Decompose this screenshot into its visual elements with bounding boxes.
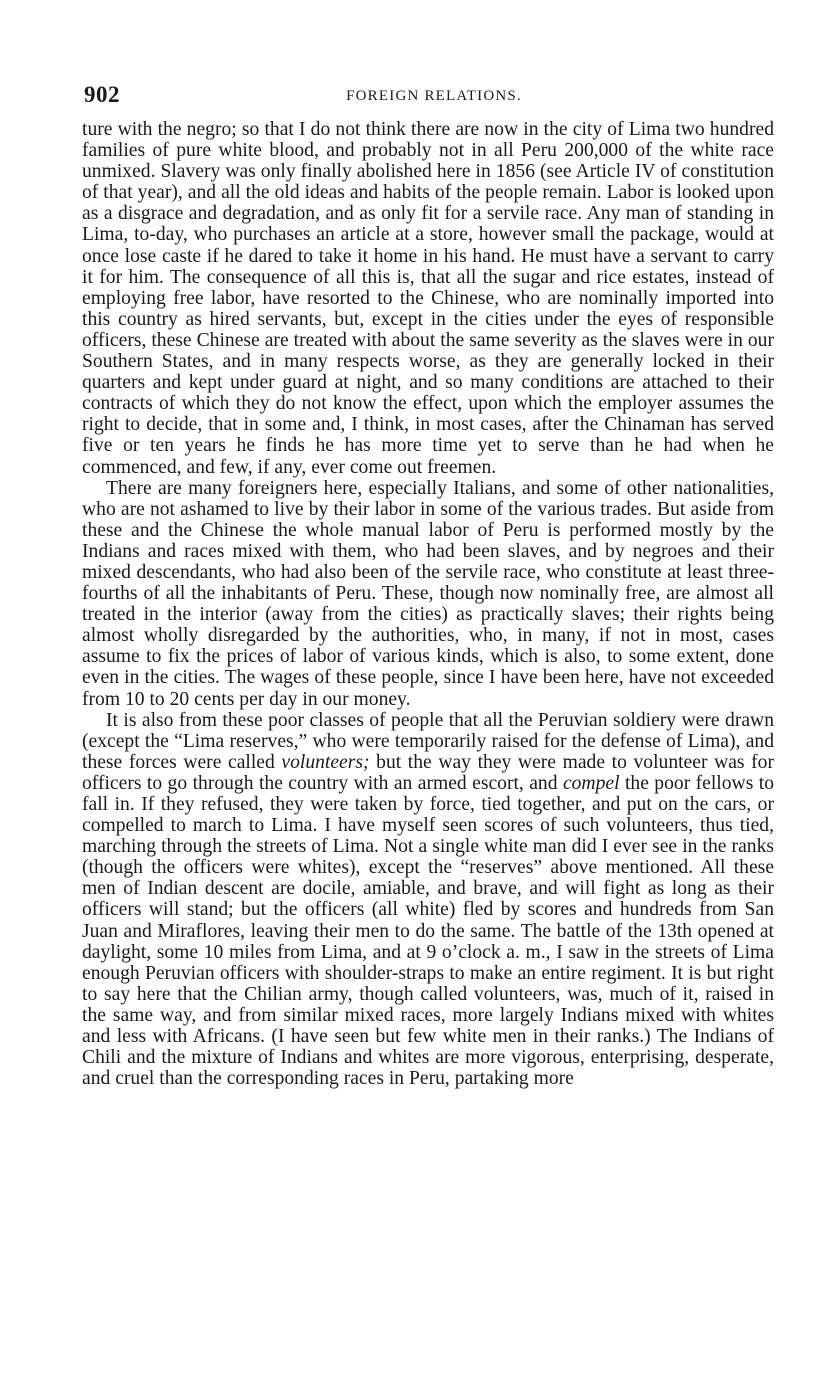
paragraph-text: It is also from these poor classes of people that all the Peruvian soldiery were drawn (except the “Lima reserves,” who were temporarily raised for the defense of Lima), and these forces were called xyxy=(82,709,774,773)
italic-text: volunteers; xyxy=(281,751,370,773)
paragraph xyxy=(82,478,774,710)
page-number: 902 xyxy=(84,82,120,107)
page-header xyxy=(82,82,774,114)
italic-text: compel xyxy=(562,772,620,794)
running-head: FOREIGN RELATIONS. xyxy=(346,88,522,104)
paragraph-text: the poor fellows to fall in. If they refused, they were taken by force, tied together, and put on the cars, or compelled to march to Lima. I have myself seen scores of such volunteers, thus tied, marching through the streets of Lima. Not a single white man did I ever see in the ranks (though the officers were whites), except the “reserves” above mentioned. All these men of Indian descent are docile, amiable, and brave, and will fight as long as their officers will stand; but the officers (all white) fled by scores and hundreds from San Juan and Miraflores, leaving their men to do the same. The battle of the 13th opened at daylight, some 10 miles from Lima, and at 9 o’clock a. m., I saw in the streets of Lima enough Peruvian officers with shoulder-straps to make an entire regiment. It is but right to say here that the Chilian army, though called volunteers, was, much of it, raised in the same way, and from similar mixed races, more largely Indians mixed with whites and less with Africans. (I have seen but few white men in their ranks.) The Indians of Chili and the mixture of Indians and whites are more vigorous, enterprising, desperate, and cruel than the corresponding races in Peru, partaking more xyxy=(82,772,774,1090)
paragraph xyxy=(82,119,774,478)
document-page xyxy=(82,82,774,1089)
paragraph-text: There are many foreigners here, especially Italians, and some of other nationalities, who are not ashamed to live by their labor in some of the various trades. But aside from these and the Chinese the whole manual labor of Peru is performed mostly by the Indians and races mixed with them, who had been slaves, and by negroes and their mixed descendants, who had also been of the servile race, who constitute at least three-fourths of all the inhabitants of Peru. These, though now nominally free, are almost all treated in the interior (away from the cities) as practically slaves; their rights being almost wholly disregarded by the authorities, who, in many, if not in most, cases assume to fix the prices of labor of various kinds, which is also, to some extent, done even in the cities. The wages of these people, since I have been here, have not exceeded from 10 to 20 cents per day in our money. xyxy=(82,477,774,710)
paragraph-text: ture with the negro; so that I do not think there are now in the city of Lima two hundred families of pure white blood, and probably not in all Peru 200,000 of the white race unmixed. Slavery was only finally abolished here in 1856 (see Article IV of constitution of that year), and all the old ideas and habits of the people remain. Labor is looked upon as a disgrace and degradation, and as only fit for a servile race. Any man of standing in Lima, to-day, who purchases an article at a store, however small the package, would at once lose caste if he dared to take it home in his hand. He must have a servant to carry it for him. The consequence of all this is, that all the sugar and rice estates, instead of employing free labor, have resorted to the Chinese, who are nominally imported into this country as hired servants, but, except in the cities under the eyes of responsible officers, these Chinese are treated with about the same severity as the slaves were in our Southern States, and in many respects worse, as they are generally locked in their quarters and kept under guard at night, and so many conditions are attached to their contracts of which they do not know the effect, upon which the employer assumes the right to decide, that in some and, I think, in most cases, after the Chinaman has served five or ten years he finds he has more time yet to serve than he had when he commenced, and few, if any, ever come out freemen. xyxy=(82,119,774,478)
paragraph xyxy=(82,710,774,1090)
paragraph-text: but the way they were made to volunteer was for officers to go through the country with an armed escort, and xyxy=(82,751,774,794)
body-text xyxy=(82,119,774,1089)
